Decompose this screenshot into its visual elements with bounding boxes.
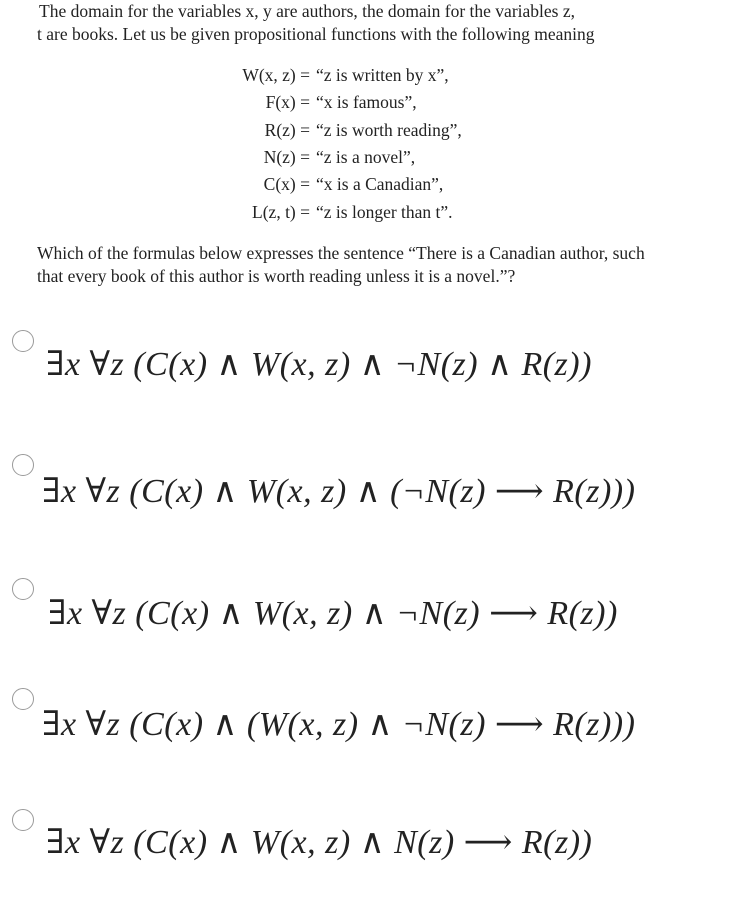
intro-line-1: The domain for the variables x, y are authors, the domain for the variables z,	[39, 1, 575, 21]
radio-button-4[interactable]	[12, 688, 34, 710]
definition-row	[200, 171, 462, 198]
answer-option-5[interactable]	[0, 807, 738, 907]
definition-rhs: “z is longer than t”.	[316, 201, 453, 222]
question-text	[37, 242, 737, 288]
formula-option-2: ∃x ∀z (C(x) ∧ W(x, z) ∧ (¬N(z) ⟶ R(z)))	[42, 473, 636, 510]
question-line-1: Which of the formulas below expresses the sentence “There is a Canadian author, such	[37, 243, 645, 263]
radio-button-2[interactable]	[12, 454, 34, 476]
definition-rhs: “x is a Canadian”,	[316, 174, 444, 195]
definition-rhs: “z is a novel”,	[316, 147, 416, 168]
definition-lhs: F(x) =	[265, 92, 310, 113]
question-line-2: that every book of this author is worth reading unless it is a novel.”?	[37, 266, 516, 286]
radio-button-3[interactable]	[12, 578, 34, 600]
definition-rhs: “z is worth reading”,	[316, 119, 462, 140]
radio-button-1[interactable]	[12, 330, 34, 352]
definition-rhs: “x is famous”,	[316, 92, 417, 113]
definition-lhs: R(z) =	[264, 119, 310, 140]
definition-lhs: N(z) =	[263, 147, 310, 168]
formula-option-1: ∃x ∀z (C(x) ∧ W(x, z) ∧ ¬N(z) ∧ R(z))	[46, 346, 592, 383]
definitions-table	[200, 62, 462, 226]
formula-option-3: ∃x ∀z (C(x) ∧ W(x, z) ∧ ¬N(z) ⟶ R(z))	[48, 595, 618, 632]
definition-row	[200, 144, 462, 171]
radio-button-5[interactable]	[12, 809, 34, 831]
definition-lhs: L(z, t) =	[252, 201, 310, 222]
definitions-block	[200, 62, 462, 226]
answer-option-1[interactable]	[0, 328, 738, 428]
definition-row	[200, 198, 462, 225]
answer-option-2[interactable]	[0, 452, 738, 552]
intro-paragraph	[37, 0, 737, 46]
formula-option-4: ∃x ∀z (C(x) ∧ (W(x, z) ∧ ¬N(z) ⟶ R(z)))	[42, 706, 636, 743]
definition-lhs: C(x) =	[263, 174, 310, 195]
intro-line-2: t are books. Let us be given propositional functions with the following meaning	[37, 24, 595, 44]
answer-option-3[interactable]	[0, 576, 738, 676]
definition-rhs: “z is written by x”,	[316, 65, 449, 86]
definition-row	[200, 89, 462, 116]
definition-row	[200, 117, 462, 144]
formula-option-5: ∃x ∀z (C(x) ∧ W(x, z) ∧ N(z) ⟶ R(z))	[46, 824, 593, 861]
definition-lhs: W(x, z) =	[242, 65, 310, 86]
definition-row	[200, 62, 462, 89]
answer-option-4[interactable]	[0, 686, 738, 786]
